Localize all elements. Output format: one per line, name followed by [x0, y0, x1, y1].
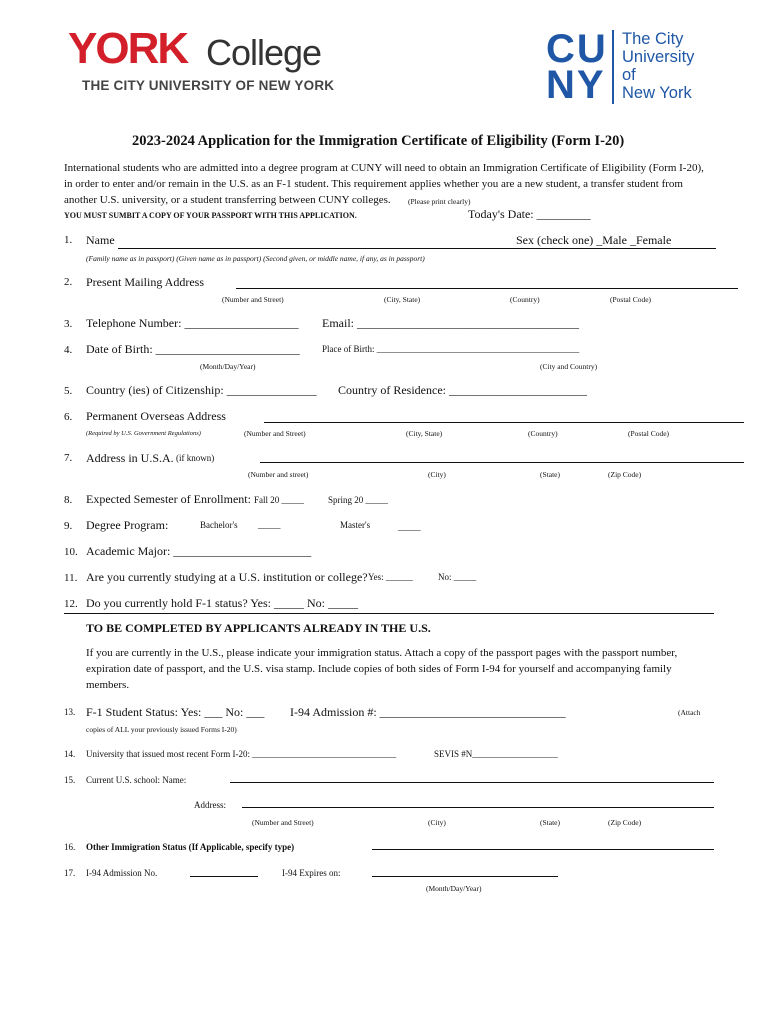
q5-number: 5.	[64, 385, 73, 397]
studying-question: Are you currently studying at a U.S. institution or college?	[86, 570, 368, 584]
q1-number: 1.	[64, 234, 73, 246]
mailing-country-hint: (Country)	[510, 295, 540, 304]
citizenship-field[interactable]: Country (ies) of Citizenship: _______________	[86, 383, 317, 397]
q13-number: 13.	[64, 707, 76, 717]
intro-line-2: in order to enter and/or remain in the U.S. as an F-1 student. This requirement applies whether you are a new student, a transfer student from	[64, 178, 683, 190]
section-text-line-1: If you are currently in the U.S., please indicate your immigration status. Attach a copy of the passport pages with the passport number,	[86, 647, 678, 659]
usa-city-hint: (City)	[428, 470, 446, 479]
academic-major-field[interactable]: Academic Major: _______________________	[86, 544, 312, 558]
mailing-address-label: Present Mailing Address	[86, 275, 204, 289]
cuny-logo-divider	[612, 30, 614, 104]
q6-number: 6.	[64, 411, 73, 423]
section-text-line-3: members.	[86, 679, 130, 691]
masters-label: Master's	[340, 520, 371, 530]
usa-address-if-known: (if known)	[176, 453, 215, 463]
other-status-field-line[interactable]	[372, 849, 714, 850]
overseas-country-hint: (Country)	[528, 429, 558, 438]
current-school-address-line[interactable]	[242, 807, 714, 808]
york-logo-word: YORK	[68, 24, 188, 73]
usa-street-hint: (Number and street)	[248, 470, 309, 479]
section-divider	[64, 613, 714, 614]
name-label: Name	[86, 233, 115, 247]
sex-field-line	[516, 248, 716, 249]
overseas-city-hint: (City, State)	[406, 429, 443, 438]
current-school-address-label: Address:	[194, 800, 226, 810]
overseas-required-note: (Required by U.S. Government Regulations)	[86, 430, 201, 437]
i94-expires-format-hint: (Month/Day/Year)	[426, 884, 482, 893]
name-field-line[interactable]	[118, 248, 516, 249]
q9-number: 9.	[64, 520, 73, 532]
sex-choice[interactable]: Sex (check one) _Male _Female	[516, 233, 672, 247]
studying-no-field[interactable]: No: _____	[438, 572, 477, 582]
school-street-hint: (Number and Street)	[252, 818, 314, 827]
i94-number-label: I-94 Admission No.	[86, 868, 158, 878]
attach-note: (Attach	[678, 708, 701, 717]
q3-number: 3.	[64, 318, 73, 330]
school-state-hint: (State)	[540, 818, 560, 827]
todays-date-field[interactable]: Today's Date: _________	[468, 207, 591, 221]
q8-number: 8.	[64, 494, 73, 506]
cuny-logo-letters-bottom: NY	[546, 63, 606, 107]
attach-note-continued: copies of ALL your previously issued Forms I-20)	[86, 725, 237, 734]
q17-number: 17.	[64, 868, 76, 878]
bachelors-field[interactable]: _____	[258, 520, 281, 530]
york-logo-subtitle: THE CITY UNIVERSITY OF NEW YORK	[82, 78, 335, 93]
email-field[interactable]: Email: _____________________________________	[322, 316, 579, 330]
degree-program-label: Degree Program:	[86, 518, 169, 532]
pob-format-hint: (City and Country)	[540, 362, 598, 371]
school-city-hint: (City)	[428, 818, 446, 827]
usa-address-field-line[interactable]	[260, 462, 744, 463]
cuny-logo-letters-top: CU	[546, 27, 608, 71]
i94-admission-field[interactable]: I-94 Admission #: _______________________________	[290, 705, 566, 719]
passport-notice: YOU MUST SUMBIT A COPY OF YOUR PASSPORT WITH THIS APPLICATION.	[64, 211, 357, 220]
q15-number: 15.	[64, 775, 76, 785]
overseas-street-hint: (Number and Street)	[244, 429, 306, 438]
overseas-address-label: Permanent Overseas Address	[86, 409, 226, 423]
bachelors-label: Bachelor's	[200, 520, 238, 530]
cuny-logo-line3: of	[622, 66, 636, 84]
q2-number: 2.	[64, 276, 73, 288]
other-status-label: Other Immigration Status (If Applicable, specify type)	[86, 842, 295, 852]
mailing-city-hint: (City, State)	[384, 295, 421, 304]
i94-number-field-line[interactable]	[190, 876, 258, 877]
semester-label: Expected Semester of Enrollment:	[86, 492, 251, 506]
intro-line-1: International students who are admitted into a degree program at CUNY will need to obtain an Immigration Certificate of Eligibility (Form I-20),	[64, 162, 704, 174]
f1-status-field[interactable]: Do you currently hold F-1 status? Yes: _____ No: _____	[86, 596, 358, 610]
mailing-postal-hint: (Postal Code)	[610, 295, 652, 304]
sevis-field[interactable]: SEVIS #N___________________	[434, 749, 558, 759]
overseas-address-field-line[interactable]	[264, 422, 744, 423]
f1-student-status-field[interactable]: F-1 Student Status: Yes: ___ No: ___	[86, 705, 265, 719]
issuing-university-field[interactable]: University that issued most recent Form I-20: ________________________________	[86, 749, 397, 759]
q11-number: 11.	[64, 572, 78, 584]
telephone-field[interactable]: Telephone Number: ___________________	[86, 316, 299, 330]
q16-number: 16.	[64, 842, 76, 852]
place-of-birth-field[interactable]: Place of Birth: _____________________________________________	[322, 344, 580, 354]
residence-field[interactable]: Country of Residence: _______________________	[338, 383, 587, 397]
fall-semester-field[interactable]: Fall 20 _____	[254, 495, 305, 505]
usa-address-label: Address in U.S.A.	[86, 451, 174, 465]
q10-number: 10.	[64, 546, 78, 558]
name-hint: (Family name as in passport) (Given name as in passport) (Second given, or middle name, if any, as in passport)	[86, 254, 425, 263]
spring-semester-field[interactable]: Spring 20 _____	[328, 495, 389, 505]
date-of-birth-field[interactable]: Date of Birth: ________________________	[86, 342, 300, 356]
mailing-street-hint: (Number and Street)	[222, 295, 284, 304]
current-school-name-line[interactable]	[230, 782, 714, 783]
cuny-logo-line2: University	[622, 48, 695, 66]
page-title: 2023-2024 Application for the Immigration Certificate of Eligibility (Form I-20)	[132, 133, 625, 149]
intro-line-3: another U.S. university, or a student transferring between CUNY colleges.	[64, 194, 391, 206]
college-logo-word: College	[206, 32, 322, 73]
i94-expires-label: I-94 Expires on:	[282, 868, 341, 878]
dob-format-hint: (Month/Day/Year)	[200, 362, 256, 371]
section-text-line-2: expiration date of passport, and the U.S. visa stamp. Include copies of both sides of Form I-94 for yourself and accompanying family	[86, 663, 672, 675]
usa-state-hint: (State)	[540, 470, 560, 479]
section-heading: TO BE COMPLETED BY APPLICANTS ALREADY IN THE U.S.	[86, 621, 431, 635]
q7-number: 7.	[64, 452, 73, 464]
cuny-logo-line4: New York	[622, 84, 692, 102]
print-clearly-note: (Please print clearly)	[408, 197, 471, 206]
cuny-logo-line1: The City	[622, 30, 684, 48]
q12-number: 12.	[64, 598, 78, 610]
studying-yes-field[interactable]: Yes: ______	[368, 572, 413, 582]
usa-zip-hint: (Zip Code)	[608, 470, 642, 479]
i94-expires-field-line[interactable]	[372, 876, 558, 877]
mailing-address-field-line[interactable]	[236, 288, 738, 289]
masters-field[interactable]: _____	[398, 522, 421, 532]
current-school-label: Current U.S. school: Name:	[86, 775, 187, 785]
school-zip-hint: (Zip Code)	[608, 818, 642, 827]
q14-number: 14.	[64, 749, 76, 759]
overseas-postal-hint: (Postal Code)	[628, 429, 670, 438]
q4-number: 4.	[64, 344, 73, 356]
